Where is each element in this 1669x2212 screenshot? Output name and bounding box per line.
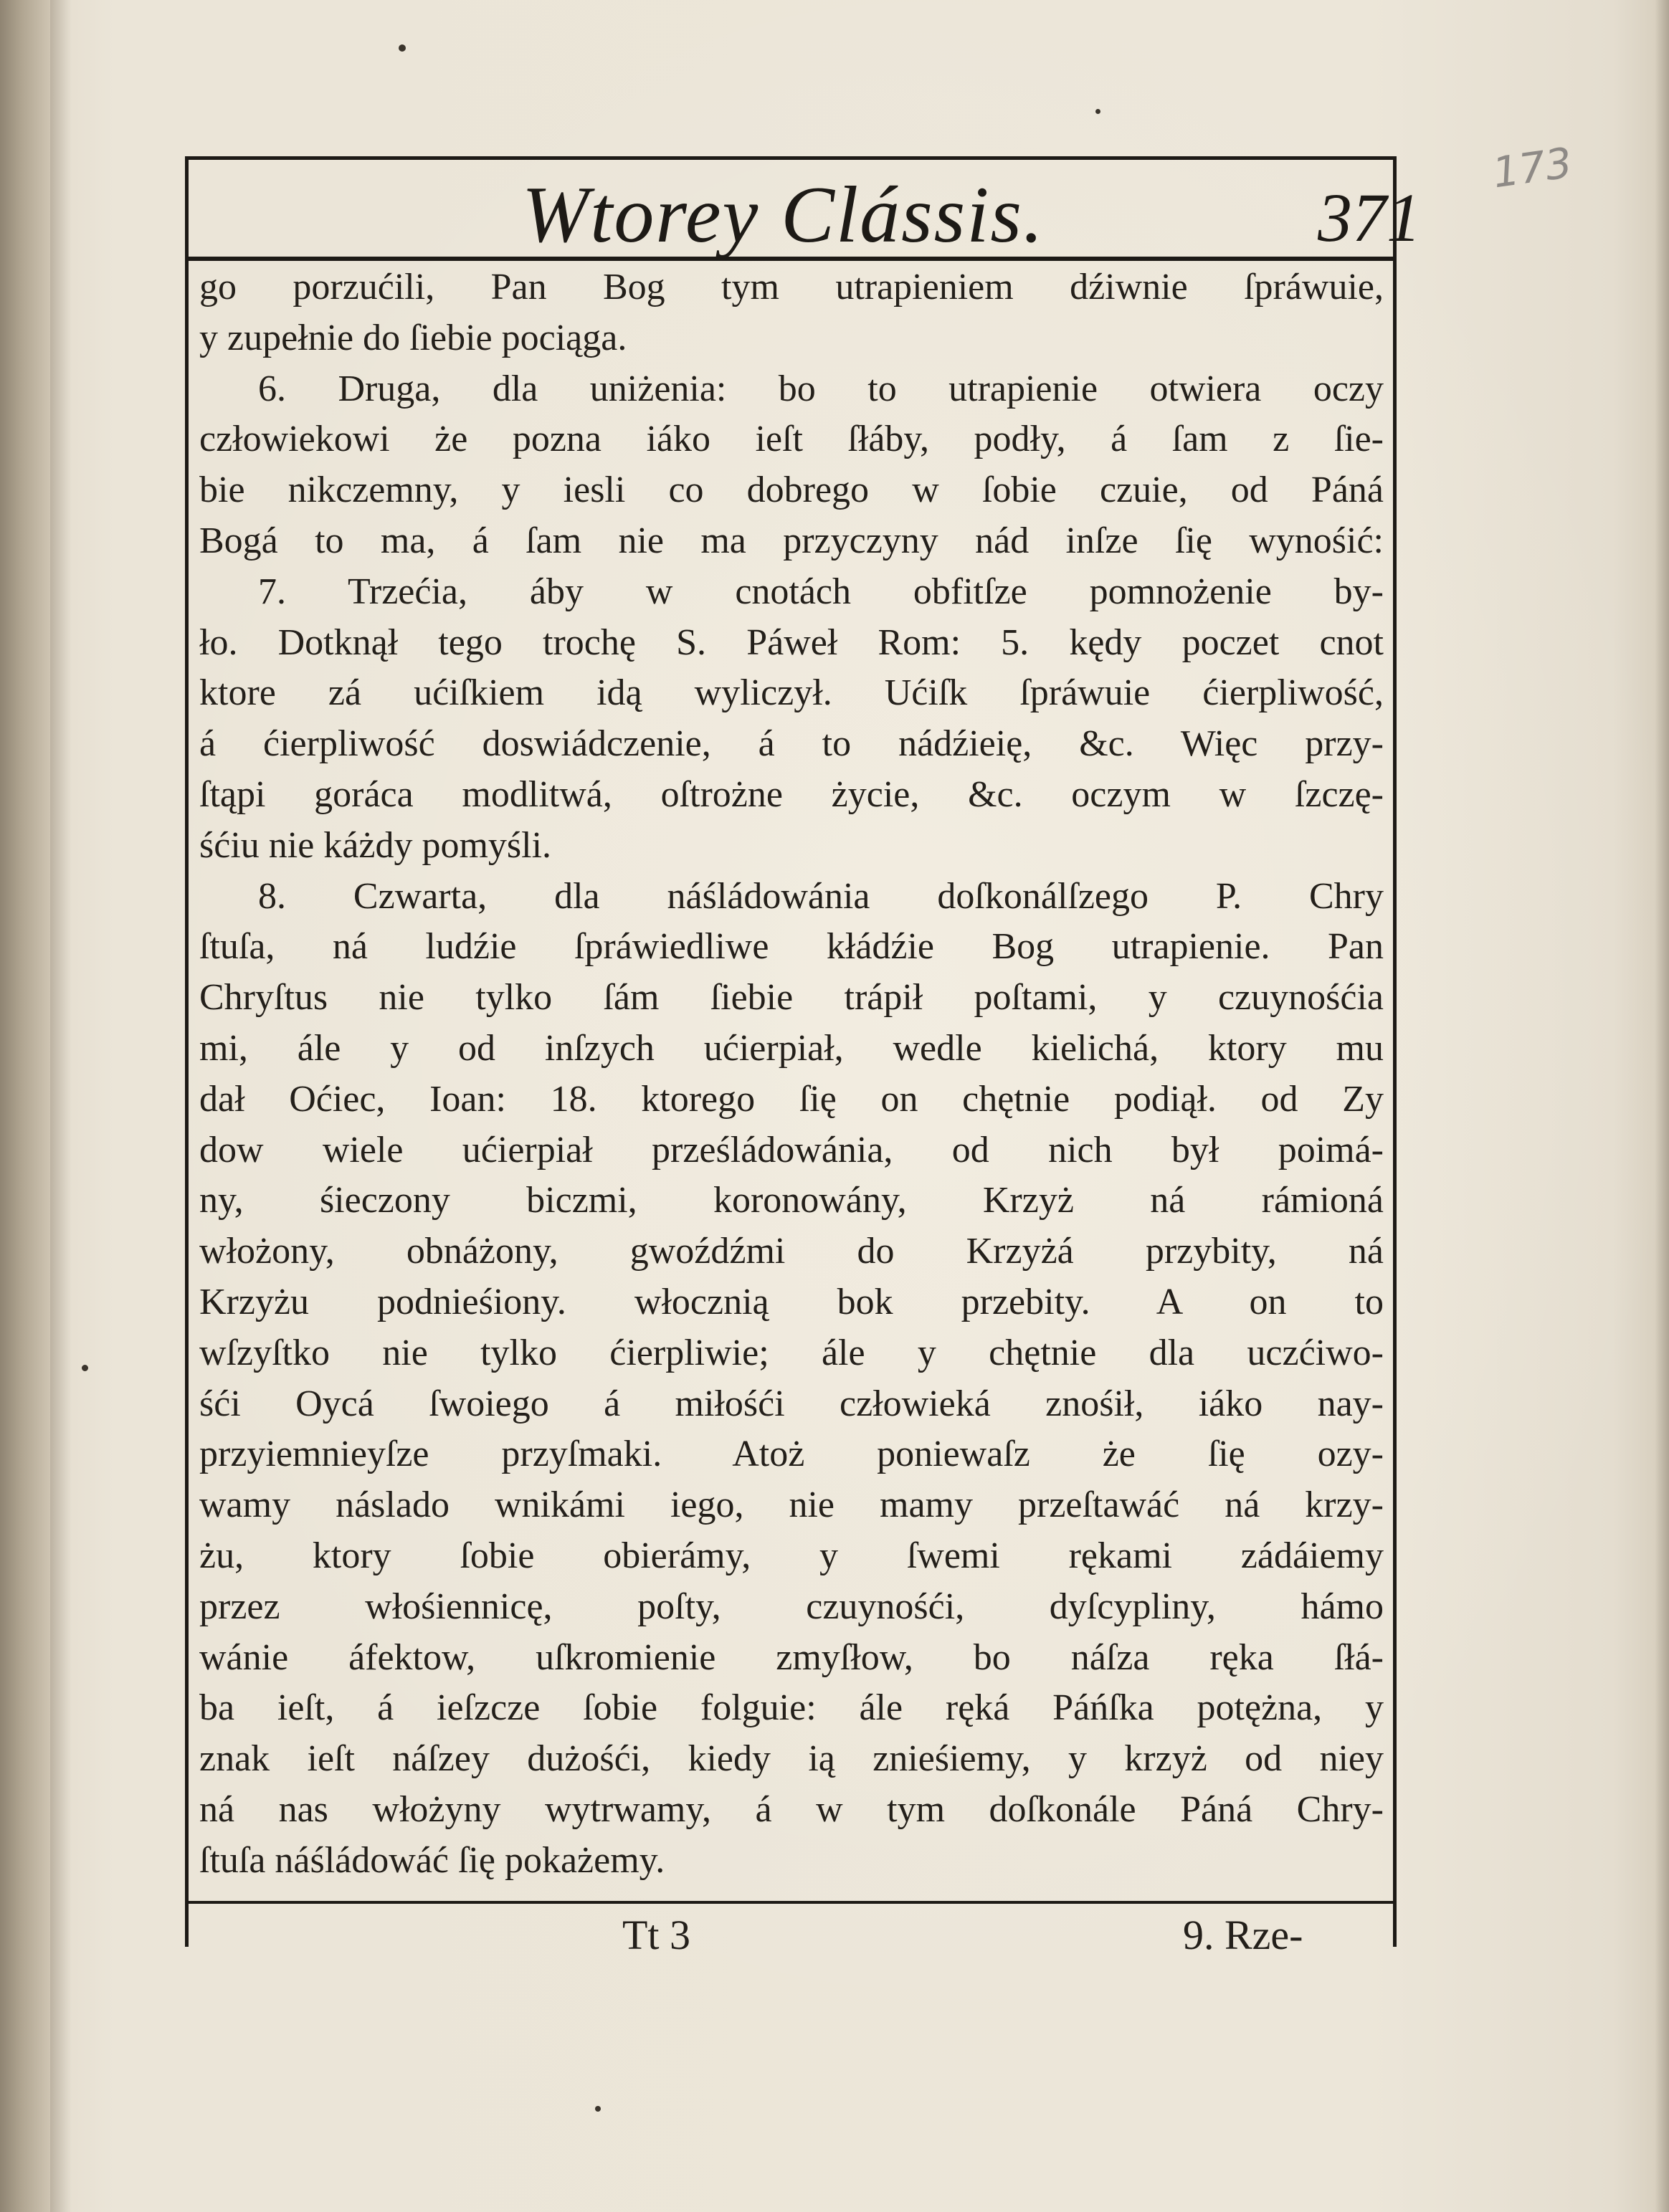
text-line: 8. Czwarta, dla náśládowánia doſkonálſzego P. Chry <box>258 875 1384 917</box>
facing-page-edge <box>0 0 50 2212</box>
text-line: wamy náslado wnikámi iego, nie mamy przeſtawáć ná krzy- <box>199 1484 1384 1526</box>
running-head: Wtorey Clássis. <box>522 171 1045 259</box>
text-frame <box>185 156 1421 1958</box>
text-line: przez włośiennicę, poſty, czuynośći, dyſcypliny, hámo <box>199 1586 1384 1627</box>
text-line: 7. Trzećia, áby w cnotách obfitſze pomnożenie by- <box>258 571 1384 612</box>
text-line: á ćierpliwość doswiádczenie, á to nádźieię, &c. Więc przy- <box>199 723 1384 765</box>
pencil-folio-number: 173 <box>1489 138 1575 198</box>
text-line: bie nikczemny, y iesli co dobrego w ſobie czuie, od Páná <box>199 469 1384 511</box>
text-line: ná nas włożyny wytrwamy, á w tym doſkonále Páná Chry- <box>199 1788 1384 1830</box>
text-line: żu, ktory ſobie obierámy, y ſwemi rękami zádáiemy <box>199 1535 1384 1576</box>
text-line: Krzyżu podnieśiony. włocznią bok przebity. A on to <box>199 1281 1384 1322</box>
text-line: wánie áfektow, uſkromienie zmyſłow, bo náſza ręka ſłá- <box>199 1636 1384 1678</box>
catchword: 9. Rze- <box>1183 1912 1303 1958</box>
left-rule <box>185 156 189 1947</box>
text-line: ło. Dotknął tego trochę S. Páweł Rom: 5. kędy poczet cnot <box>199 621 1384 663</box>
text-line: znak ieſt náſzey dużośći, kiedy ią znieśiemy, y krzyż od niey <box>199 1738 1384 1780</box>
text-line: ſtuſa náśládowáć ſię pokażemy. <box>199 1839 665 1881</box>
ink-speck <box>595 2106 601 2112</box>
text-line: wſzyſtko nie tylko ćierpliwie; ále y chętnie dla uczćiwo- <box>199 1332 1384 1373</box>
text-line: Chryſtus nie tylko ſám ſiebie trápił poſtami, y czuynośćia <box>199 977 1384 1019</box>
text-line: ſtąpi goráca modlitwá, oſtrożne życie, &c. oczym w ſzczę- <box>199 773 1384 815</box>
text-line: dow wiele ućierpiał prześládowánia, od nich był poimá- <box>199 1129 1384 1171</box>
bottom-rule <box>185 1901 1397 1904</box>
text-line: włożony, obnáżony, gwoźdźmi do Krzyżá przybity, ná <box>199 1231 1384 1272</box>
page-edge-shadow <box>1655 0 1669 2212</box>
text-line: 6. Druga, dla uniżenia: bo to utrapienie otwiera oczy <box>258 368 1384 409</box>
text-line: śćiu nie káżdy pomyśli. <box>199 824 552 866</box>
right-rule <box>1393 156 1397 1947</box>
text-line: śći Oycá ſwoiego á miłośći człowieká znośił, iáko nay- <box>199 1383 1384 1424</box>
text-line: ny, śieczony biczmi, koronowány, Krzyż ná rámioná <box>199 1180 1384 1221</box>
text-line: ktore zá ućiſkiem idą wyliczył. Ućiſk ſpráwuie ćierpliwość, <box>199 672 1384 714</box>
text-line: dał Oćiec, Ioan: 18. ktorego ſię on chętnie podiął. od Zy <box>199 1078 1384 1120</box>
ink-speck <box>399 44 406 52</box>
gutter-shadow <box>50 0 72 2212</box>
signature-mark: Tt 3 <box>622 1912 691 1958</box>
text-line: ſtuſa, ná ludźie ſpráwiedliwe kłádźie Bog utrapienie. Pan <box>199 926 1384 968</box>
page-number: 371 <box>1318 179 1421 256</box>
top-rule <box>185 156 1397 160</box>
text-line: ba ieſt, á ieſzcze ſobie folguie: ále ręká Páńſka potężna, y <box>199 1687 1384 1729</box>
text-line: przyiemnieyſze przyſmaki. Atoż poniewaſz że ſię ozy- <box>199 1434 1384 1475</box>
text-line: mi, ále y od inſzych ućierpiał, wedle kielichá, ktory mu <box>199 1027 1384 1069</box>
text-line: go porzućili, Pan Bog tym utrapieniem dźiwnie ſpráwuie, <box>199 267 1384 308</box>
text-line: człowiekowi że pozna iáko ieſt ſłáby, podły, á ſam z ſie- <box>199 419 1384 460</box>
text-line: y zupełnie do ſiebie pociąga. <box>199 317 627 358</box>
ink-speck <box>82 1365 88 1371</box>
body-text <box>199 262 1384 1887</box>
ink-speck <box>1095 109 1100 114</box>
text-line: Bogá to ma, á ſam nie ma przyczyny nád inſze ſię wynośić: <box>199 520 1384 561</box>
